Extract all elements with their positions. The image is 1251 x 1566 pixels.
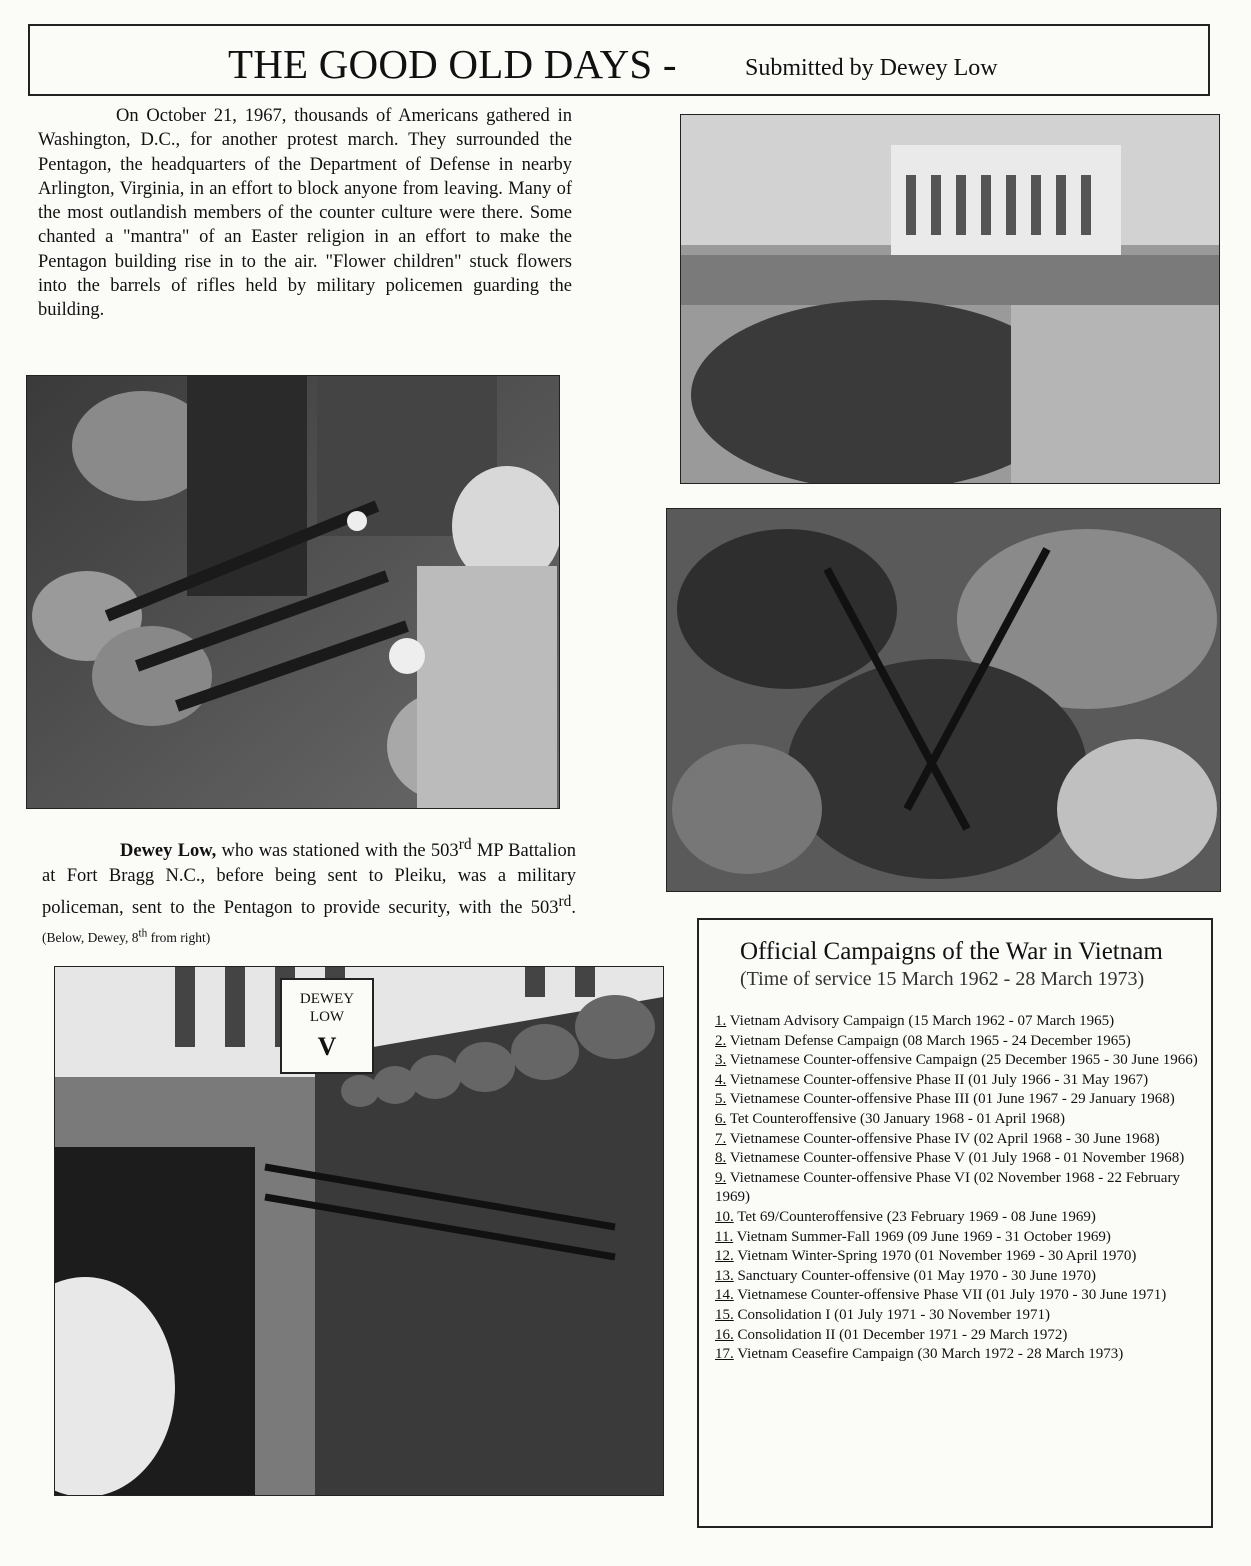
intro-article (38, 104, 572, 323)
campaign-number: 10. (715, 1208, 734, 1225)
campaign-number: 15. (715, 1306, 734, 1323)
campaign-text: Vietnamese Counter-offensive Phase IV (02 April 1968 - 30 June 1968) (726, 1130, 1160, 1147)
campaign-item (715, 1247, 1199, 1267)
campaign-number: 8. (715, 1150, 727, 1167)
dewey-marker: V (317, 1032, 337, 1061)
campaign-text: Consolidation II (01 December 1971 - 29 March 1972) (733, 1326, 1068, 1343)
photo-flower-protest (26, 375, 560, 809)
campaign-number: 4. (715, 1071, 727, 1088)
campaign-item (715, 1345, 1199, 1365)
campaign-item (715, 1130, 1199, 1150)
campaign-item (715, 1090, 1199, 1110)
caption-text-a: who was stationed with the 503 (216, 841, 459, 862)
campaign-number: 3. (715, 1052, 727, 1069)
campaign-number: 14. (715, 1287, 734, 1304)
campaign-number: 5. (715, 1091, 727, 1108)
campaign-item (715, 1012, 1199, 1032)
campaign-item (715, 1208, 1199, 1228)
campaign-number: 6. (715, 1110, 727, 1127)
photo-caption (42, 832, 576, 950)
campaign-text: Consolidation I (01 July 1971 - 30 November 1971) (733, 1306, 1050, 1323)
campaign-item (715, 1286, 1199, 1306)
campaign-number: 11. (715, 1228, 734, 1245)
caption-note-sup: th (138, 927, 148, 940)
campaign-text: Vietnamese Counter-offensive Campaign (25 December 1965 - 30 June 1966) (726, 1052, 1198, 1069)
campaigns-subtitle: (Time of service 15 March 1962 - 28 March 1973) (740, 968, 1145, 990)
campaign-text: Vietnamese Counter-offensive Phase III (01 June 1967 - 29 January 1968) (726, 1091, 1175, 1108)
caption-note-text: (Below, Dewey, 8 (42, 929, 139, 945)
campaign-item (715, 1306, 1199, 1326)
caption-text-c: . (571, 898, 576, 919)
campaign-number: 16. (715, 1326, 734, 1343)
photo-pentagon-aerial (680, 114, 1220, 484)
campaign-text: Vietnam Summer-Fall 1969 (09 June 1969 - 31 October 1969) (733, 1228, 1111, 1245)
campaign-number: 13. (715, 1267, 734, 1284)
campaign-text: Vietnamese Counter-offensive Phase VII (01 July 1970 - 30 June 1971) (733, 1287, 1167, 1304)
campaign-item (715, 1326, 1199, 1346)
campaign-item (715, 1071, 1199, 1091)
campaign-item (715, 1051, 1199, 1071)
campaign-item (715, 1149, 1199, 1169)
campaign-number: 1. (715, 1013, 727, 1029)
campaign-text: Vietnamese Counter-offensive Phase VI (02 November 1968 - 22 February 1969) (715, 1169, 1180, 1206)
campaign-text: Vietnam Winter-Spring 1970 (01 November 1969 - 30 April 1970) (733, 1248, 1137, 1265)
campaign-number: 2. (715, 1032, 727, 1049)
campaign-text: Tet 69/Counteroffensive (23 February 1969 - 08 June 1969) (733, 1208, 1096, 1225)
campaign-text: Vietnam Ceasefire Campaign (30 March 1972 - 28 March 1973) (733, 1346, 1124, 1363)
campaign-number: 9. (715, 1169, 727, 1186)
page-title: THE GOOD OLD DAYS - (228, 41, 677, 87)
campaign-item (715, 1267, 1199, 1287)
campaign-item (715, 1110, 1199, 1130)
campaign-item (715, 1228, 1199, 1248)
campaigns-list (715, 1012, 1199, 1365)
campaign-text: Vietnam Defense Campaign (08 March 1965 - 24 December 1965) (726, 1032, 1131, 1049)
campaign-text: Sanctuary Counter-offensive (01 May 1970 - 30 June 1970) (733, 1267, 1097, 1284)
campaign-number: 17. (715, 1346, 734, 1363)
photo-crowd-clash (666, 508, 1221, 892)
campaign-text: Vietnamese Counter-offensive Phase V (01 July 1968 - 01 November 1968) (726, 1150, 1185, 1167)
campaign-text: Vietnam Advisory Campaign (15 March 1962 - 07 March 1965) (726, 1013, 1115, 1029)
caption-sup-a: rd (458, 836, 472, 853)
campaigns-title: Official Campaigns of the War in Vietnam (740, 938, 1163, 965)
campaign-number: 12. (715, 1248, 734, 1265)
campaign-item (715, 1032, 1199, 1052)
caption-note (42, 927, 211, 945)
caption-text-b: MP Battalion at Fort Bragg N.C., before being sent to Pleiku, was a military policeman, sent to the Pentagon to provide security, with the 503 (42, 841, 576, 919)
campaign-text: Vietnamese Counter-offensive Phase II (01 July 1966 - 31 May 1967) (726, 1071, 1149, 1088)
caption-sup-b: rd (558, 893, 572, 911)
caption-note-end: from right) (147, 929, 211, 945)
caption-name: Dewey Low, (120, 841, 217, 862)
intro-paragraph: On October 21, 1967, thousands of Americans gathered in Washington, D.C., for another protest march. They surrounded the Pentagon, the headquarters of the Department of Defense in nearby Arlington, Virginia, in an effort to block anyone from leaving. Many of the most outlandish members of the counter culture were there. Some chanted a "mantra" of an Easter religion in an effort to make the Pentagon building rise in to the air. "Flower children" stuck flowers into the barrels of rifles held by military policemen guarding the building. (38, 106, 572, 321)
dewey-label-box (280, 978, 374, 1074)
page-subtitle: Submitted by Dewey Low (745, 55, 998, 81)
campaign-number: 7. (715, 1130, 727, 1147)
dewey-label-line1: DEWEY (299, 991, 355, 1007)
campaign-item (715, 1169, 1199, 1208)
dewey-label-line2: LOW (309, 1009, 345, 1025)
campaign-text: Tet Counteroffensive (30 January 1968 - 01 April 1968) (726, 1110, 1066, 1127)
